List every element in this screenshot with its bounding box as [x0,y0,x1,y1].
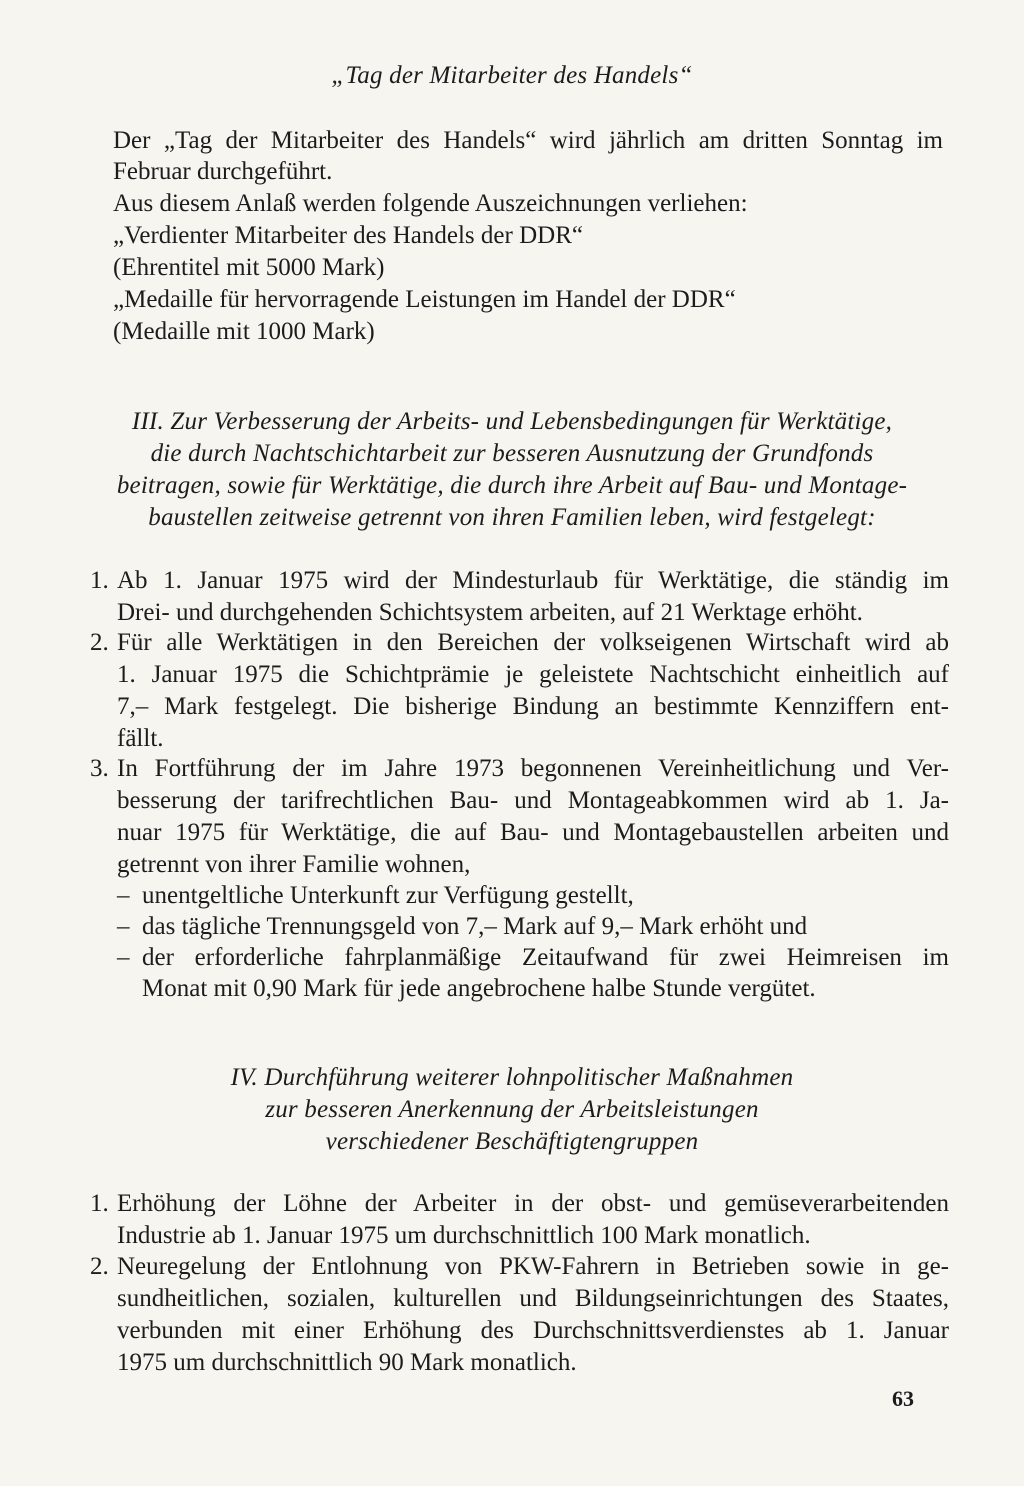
paragraph-line: Aus diesem Anlaß werden folgende Auszeichnungen verliehen: [113,190,748,217]
dash-item: der erforderliche fahrplanmäßige Zeitaufwand für zwei Heimreisen im [142,944,949,971]
section-heading-tag: „Tag der Mitarbeiter des Handels“ [331,62,693,89]
list-item-line: sundheitlichen, sozialen, kulturellen und Bildungseinrichtungen des Staates, [117,1285,949,1312]
dash-item: das tägliche Trennungsgeld von 7,– Mark auf 9,– Mark erhöht und [142,913,808,940]
award-detail: (Medaille mit 1000 Mark) [113,318,375,345]
page-number: 63 [892,1386,914,1411]
dash-bullet: – [117,913,130,940]
list-item-line: Drei- und durchgehenden Schichtsystem arbeiten, auf 21 Werktage erhöht. [117,599,863,626]
section-heading-iii: beitragen, sowie für Werktätige, die durch ihre Arbeit auf Bau- und Montage- [116,472,908,499]
list-item-line: fällt. [117,725,164,752]
list-item-number: 2. [90,629,109,656]
award-title: „Verdienter Mitarbeiter des Handels der DDR“ [113,222,583,249]
list-item-line: 1975 um durchschnittlich 90 Mark monatlich. [117,1349,577,1376]
list-item-line: Erhöhung der Löhne der Arbeiter in der obst- und gemüseverarbeitenden [117,1190,949,1217]
list-item-line: verbunden mit einer Erhöhung des Durchschnittsverdienstes ab 1. Januar [117,1317,949,1344]
section-heading-iii: baustellen zeitweise getrennt von ihren Familien leben, wird festgelegt: [148,504,876,531]
list-item-number: 2. [90,1253,109,1280]
list-item-line: Ab 1. Januar 1975 wird der Mindesturlaub für Werktätige, die ständig im [117,567,949,594]
section-heading-iv: IV. Durchführung weiterer lohnpolitischer Maßnahmen [230,1064,794,1091]
award-detail: (Ehrentitel mit 5000 Mark) [113,254,385,281]
list-item-line: 1. Januar 1975 die Schichtprämie je geleistete Nachtschicht einheitlich auf [117,661,949,688]
paragraph-line: Der „Tag der Mitarbeiter des Handels“ wird jährlich am dritten Sonntag im [113,127,943,154]
section-heading-iii: die durch Nachtschichtarbeit zur besseren Ausnutzung der Grundfonds [150,440,874,467]
section-heading-iii: III. Zur Verbesserung der Arbeits- und Lebensbedingungen für Werktätige, [131,408,893,435]
list-item-number: 1. [90,1190,109,1217]
section-heading-iv: zur besseren Anerkennung der Arbeitsleistungen [265,1096,759,1123]
list-item-line: besserung der tarifrechtlichen Bau- und Montageabkommen wird ab 1. Ja- [117,787,949,814]
dash-item-continuation: Monat mit 0,90 Mark für jede angebrochene halbe Stunde vergütet. [142,975,816,1002]
dash-bullet: – [117,882,130,909]
list-item-number: 3. [90,755,109,782]
dash-bullet: – [117,944,130,971]
award-title: „Medaille für hervorragende Leistungen im Handel der DDR“ [113,286,736,313]
list-item-line: getrennt von ihrer Familie wohnen, [117,851,471,878]
section-heading-iv: verschiedener Beschäftigtengruppen [325,1128,699,1155]
list-item-line: Industrie ab 1. Januar 1975 um durchschnittlich 100 Mark monatlich. [117,1222,811,1249]
paragraph-line: Februar durchgeführt. [113,158,333,185]
list-item-line: Für alle Werktätigen in den Bereichen der volkseigenen Wirtschaft wird ab [117,629,949,656]
list-item-line: 7,– Mark festgelegt. Die bisherige Bindung an bestimmte Kennziffern ent- [117,693,949,720]
list-item-number: 1. [90,567,109,594]
list-item-line: Neuregelung der Entlohnung von PKW-Fahrern in Betrieben sowie in ge- [117,1253,949,1280]
list-item-line: nuar 1975 für Werktätige, die auf Bau- und Montagebaustellen arbeiten und [117,819,949,846]
dash-item: unentgeltliche Unterkunft zur Verfügung gestellt, [142,882,634,909]
list-item-line: In Fortführung der im Jahre 1973 begonnenen Vereinheitlichung und Ver- [117,755,949,782]
